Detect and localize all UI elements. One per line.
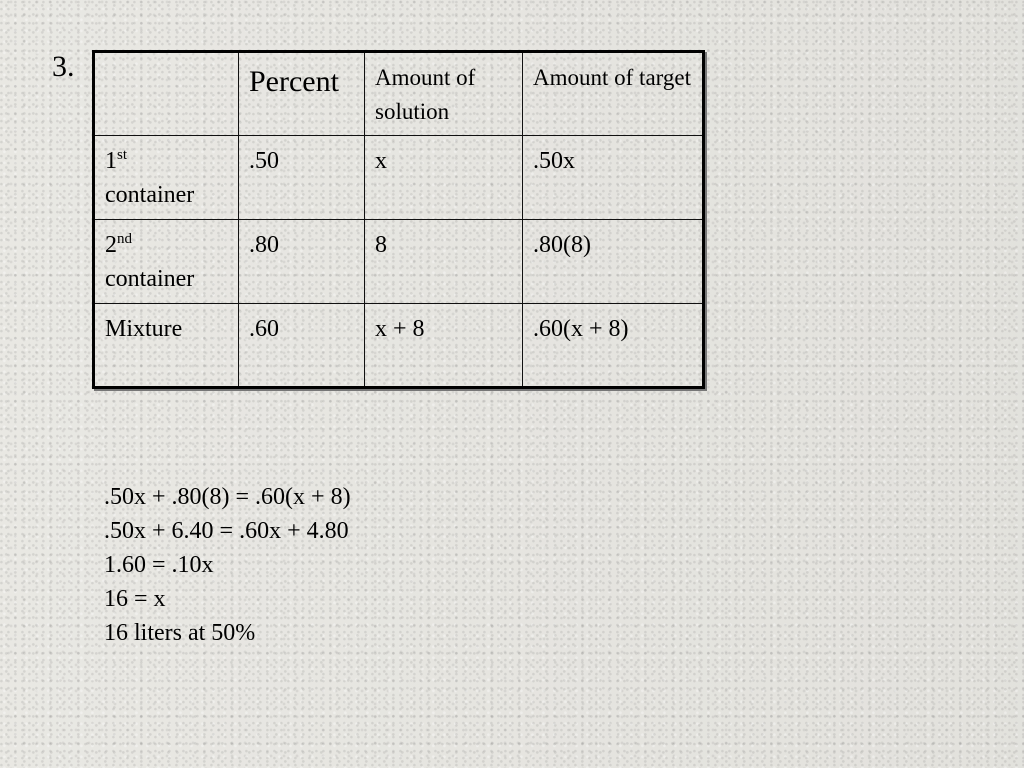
row-label-mixture: Mixture	[94, 304, 239, 388]
ordinal-label	[105, 148, 127, 174]
ordinal-suffix: st	[117, 147, 128, 163]
table-header-amount-of-solution: Amount of solution	[365, 52, 523, 136]
table-row-first-container	[94, 136, 704, 220]
ordinal-label	[105, 232, 132, 258]
table-header-empty	[94, 52, 239, 136]
mixture-table	[92, 50, 705, 389]
amount-of-solution-cell: 8	[365, 220, 523, 304]
amount-of-target-cell: .80(8)	[523, 220, 704, 304]
ordinal-number: 1	[105, 148, 117, 174]
equation-line-2: .50x + 6.40 = .60x + 4.80	[104, 518, 349, 544]
row-label-first-container	[94, 136, 239, 220]
container-label: container	[105, 182, 195, 208]
percent-cell: .80	[239, 220, 365, 304]
answer-line: 16 liters at 50%	[104, 620, 256, 646]
percent-cell: .50	[239, 136, 365, 220]
percent-cell: .60	[239, 304, 365, 388]
amount-of-solution-cell: x + 8	[365, 304, 523, 388]
problem-number: 3.	[52, 50, 75, 83]
container-label: container	[105, 266, 195, 292]
solution-work	[104, 480, 351, 650]
row-label-second-container	[94, 220, 239, 304]
table-header-amount-of-target: Amount of target	[523, 52, 704, 136]
table-row-mixture	[94, 304, 704, 388]
amount-of-target-cell: .50x	[523, 136, 704, 220]
ordinal-suffix: nd	[117, 231, 132, 247]
table-header-row	[94, 52, 704, 136]
equation-line-3: 1.60 = .10x	[104, 552, 214, 578]
table-row-second-container	[94, 220, 704, 304]
ordinal-number: 2	[105, 232, 117, 258]
table-header-percent: Percent	[239, 52, 365, 136]
equation-line-1: .50x + .80(8) = .60(x + 8)	[104, 484, 351, 510]
equation-line-4: 16 = x	[104, 586, 166, 612]
amount-of-solution-cell: x	[365, 136, 523, 220]
amount-of-target-cell: .60(x + 8)	[523, 304, 704, 388]
